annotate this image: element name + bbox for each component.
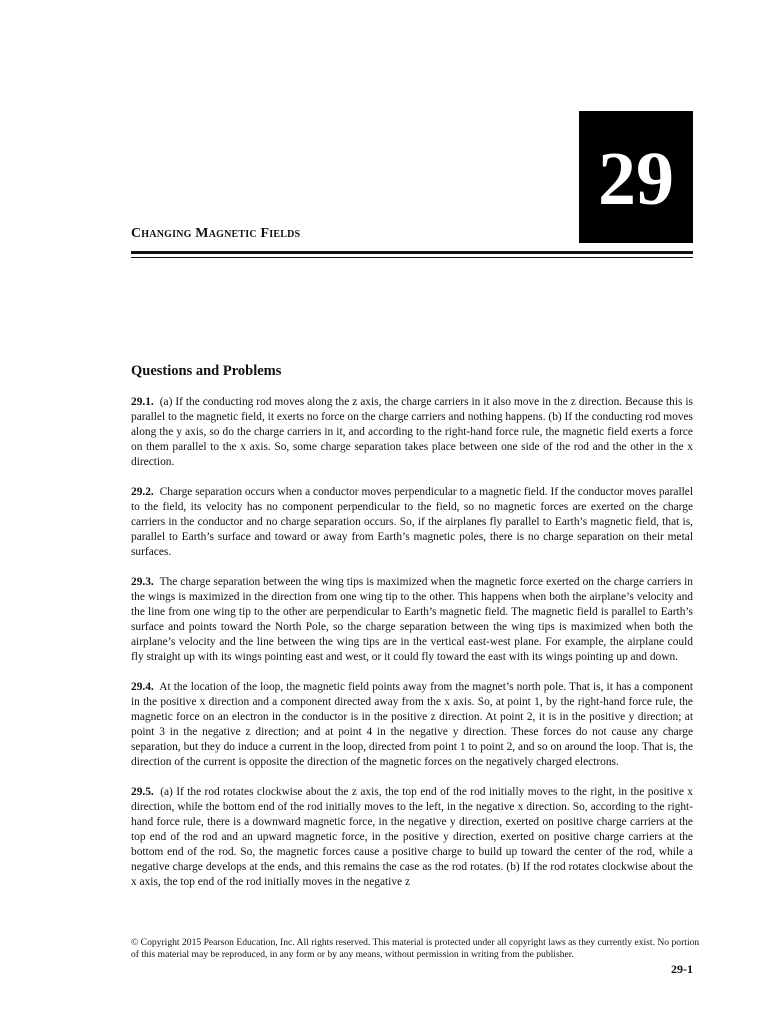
page-number: 29-1 [671,962,693,976]
section-heading: Questions and Problems [131,363,282,379]
problem-number: 29.4. [131,681,154,693]
chapter-number-box [579,111,693,243]
problem-29-3 [131,575,693,665]
problem-text: Charge separation occurs when a conductor moves perpendicular to a magnetic field. If the conductor moves parallel to the field, its velocity has no component perpendicular to the field, so no magnetic forces are exerted on the charge carriers in the conductor and no charge separation occurs. So, if the airplanes fly parallel to Earth’s magnetic field, that is, parallel to Earth’s surface and toward or away from Earth’s magnetic poles, there is no charge separation on their metal surfaces. [131,486,693,558]
problem-text: (a) If the rod rotates clockwise about the z axis, the top end of the rod initially moves to the right, in the positive x direction, while the bottom end of the rod initially moves to the left, in the negative x direction. So, according to the right-hand force rule, there is a downward magnetic force, in the negative y direction, exerted on positive charge carriers at the top end of the rod and an upward magnetic force, in the positive y direction, exerted on positive charge carriers at the bottom end of the rod. So, the magnetic forces cause a positive charge to build up toward the center of the rod, while a negative charge develops at the ends, and this remains the case as the rod rotates. (b) If the rod rotates clockwise about the x axis, the top end of the rod initially moves in the negative z [131,786,693,888]
problem-29-2 [131,485,693,560]
problem-text: At the location of the loop, the magnetic field points away from the magnet’s north pole. That is, it has a component in the positive x direction and a component directed away from the x axis. So, at point 1, by the right-hand force rule, the magnetic force on an electron in the conductor is in the positive z direction. At point 2, it is in the positive y direction; at point 3 in the negative z direction; and at point 4 in the negative y direction. These forces do not cause any charge separation, but they do induce a current in the loop, directed from point 1 to point 2, and so on around the loop. That is, the direction of the current is opposite the direction of the magnetic forces on the negatively charged electrons. [131,681,694,768]
problems-list [131,395,693,905]
problem-29-4 [131,680,693,770]
problem-text: (a) If the conducting rod moves along the z axis, the charge carriers in it also move in the z direction. Because this is parallel to the magnetic field, it exerts no force on the charge carriers and nothing happens. (b) If the conducting rod moves along the y axis, so do the charge carriers in it, and according to the right-hand force rule, the magnetic field exerts a force on them parallel to the x axis. So, some charge separation takes place between one side of the rod and the other in the x direction. [131,396,693,468]
problem-number: 29.1. [131,396,154,408]
problem-text: The charge separation between the wing tips is maximized when the magnetic force exerted on the charge carriers in the wings is maximized in the direction from one wing tip to the other. This happens when both the airplane’s velocity and the line from one wing tip to the other are perpendicular to Earth’s magnetic field. The magnetic field is parallel to Earth’s surface and points toward the North Pole, so the charge separation between the wing tips is maximized when both the airplane’s velocity and the line between the wing tips are in the vertical east-west plane. For example, the airplane could fly straight up with its wings pointing east and west, or it could fly toward the east with its wings pointing up and down. [131,576,693,663]
chapter-number: 29 [598,137,674,221]
copyright-notice: © Copyright 2015 Pearson Education, Inc. All rights reserved. This material is protected under all copyright laws as they currently exist. No portion of this material may be reproduced, in any form or by any means, without permission in writing from the publisher. [131,937,700,960]
header-rule-thin [131,257,693,258]
problem-29-1 [131,395,693,470]
problem-number: 29.5. [131,786,154,798]
header-rule-thick [131,251,693,254]
problem-29-5 [131,785,693,890]
problem-number: 29.3. [131,576,154,588]
problem-number: 29.2. [131,486,154,498]
chapter-title: Changing Magnetic Fields [131,226,301,241]
